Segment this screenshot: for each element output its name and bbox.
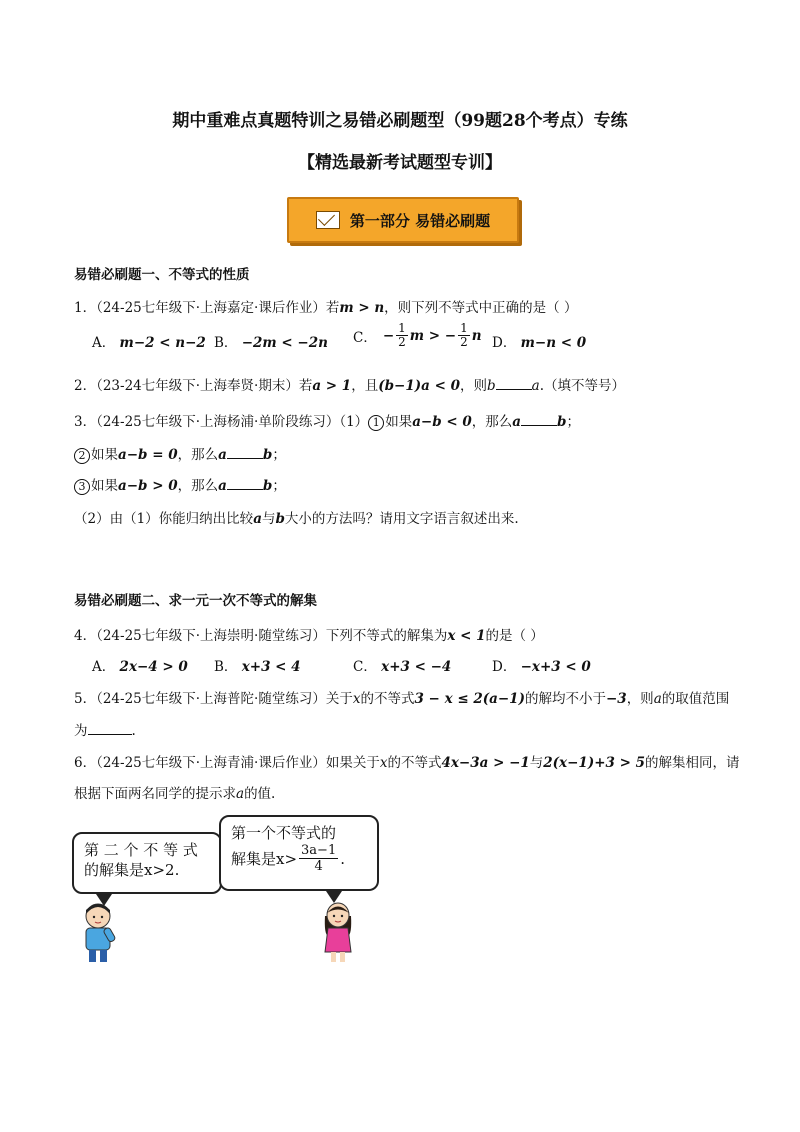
speech-bubble-boy: 第 二 个 不 等 式 的解集是x>2. [72,832,222,894]
section-title: 易错必刷题二、求一元一次不等式的解集 [74,593,317,609]
boy-figure [76,902,120,964]
question-3-item-3: 3 如果a−b > 0，那么a b； [74,474,286,495]
speech-bubble-girl: 第一个不等式的 解集是x> $\frac{3a-1}{4}$ . [219,815,379,891]
q1-option-d: D． m−n < 0 [492,335,587,351]
q1-option-b: B． −2m < −2n [214,335,328,351]
question-2: 2．（23-24七年级下·上海奉贤·期末）若a > 1，且(b−1)a < 0，则b a.（填不等号） [74,378,625,394]
part-banner [287,197,519,243]
question-3-part-2: （2）由（1）你能归纳出比较a与b大小的方法吗？请用文字语言叙述出来. [74,511,519,527]
q4-option-d: D． −x+3 < 0 [492,659,591,675]
banner-label: 第一部分 易错必刷题 [349,211,491,230]
q4-option-b: B． x+3 < 4 [214,659,301,675]
question-6: 6．（24-25七年级下·上海青浦·课后作业）如果关于x的不等式4x−3a > −1与2(x−1)+3 > 5的解集相同，请 [74,755,740,771]
question-3-item-2: 2 如果a−b = 0，那么a b； [74,443,286,464]
page-subtitle: 【精选最新考试题型专训】 [298,153,502,173]
question-6-line-2: 根据下面两名同学的提示求a的值. [74,786,276,802]
q4-option-a: A． 2x−4 > 0 [92,659,188,675]
q1-option-c: C． − $\frac{1}{2}$ m > − $\frac{1}{2}$ n [353,321,482,349]
envelope-icon [316,211,340,229]
girl-figure [318,900,358,964]
question-5: 5．（24-25七年级下·上海普陀·随堂练习）关于x的不等式3 − x ≤ 2(a−1)的解均不小于−3，则a的取值范围 [74,691,730,707]
q1-option-a: A． m−2 < n−2 [92,335,206,351]
section-title: 易错必刷题一、不等式的性质 [74,267,250,283]
question-5-line-2: 为 . [74,723,136,739]
q4-option-c: C． x+3 < −4 [353,659,452,675]
question-1-stem: 1．（24-25七年级下·上海嘉定·课后作业）若m > n，则下列不等式中正确的是（ ） [74,300,578,316]
page-title: 期中重难点真题特训之易错必刷题型（99题28个考点）专练 [172,111,628,131]
question-3: 3．（24-25七年级下·上海杨浦·单阶段练习）（1） 1 如果a−b < 0，那么a b； [74,414,580,430]
question-4-stem: 4．（24-25七年级下·上海崇明·随堂练习）下列不等式的解集为x < 1的是（ ） [74,628,544,644]
